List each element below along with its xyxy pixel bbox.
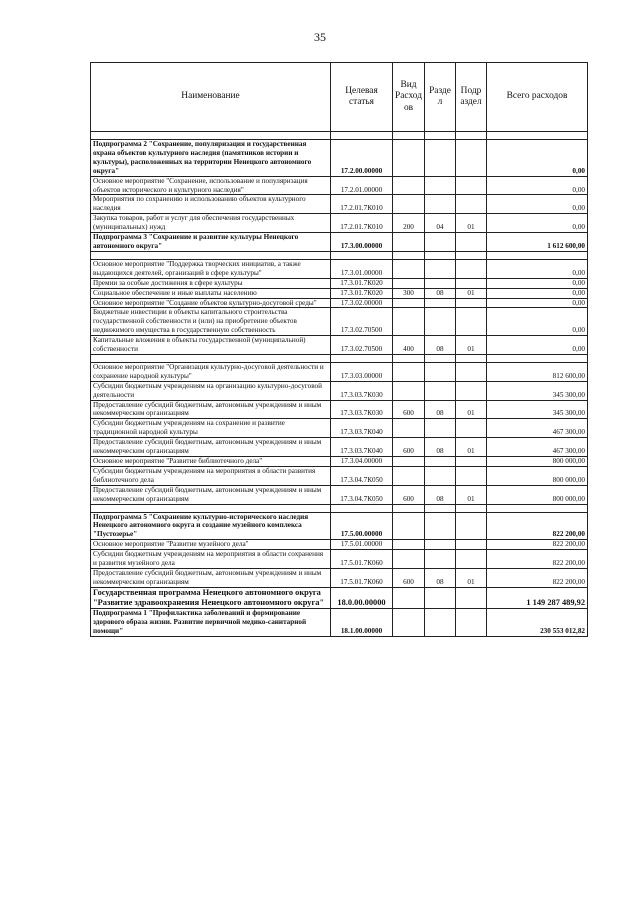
cell-total: 1 149 287 489,92: [487, 587, 588, 608]
table-row: [91, 140, 588, 177]
cell-name: Основное мероприятие "Организация культурно-досуговой деятельности и сохранение народной культуры": [91, 362, 331, 381]
cell-name: Основное мероприятие "Создание объектов культурно-досуговой среды": [91, 298, 331, 308]
cell-razdel: 08: [425, 485, 456, 504]
cell-razdel: [425, 587, 456, 608]
table-row: [91, 195, 588, 214]
table-row: [91, 438, 588, 457]
cell-total: [487, 132, 588, 140]
cell-razdel: [425, 608, 456, 636]
cell-podrazdel: [456, 132, 487, 140]
cell-code: 17.2.01.7К010: [331, 214, 393, 233]
cell-podrazdel: [456, 362, 487, 381]
table-row: [91, 381, 588, 400]
header-podrazdel: Подр аздел: [456, 63, 487, 132]
cell-total: 345 300,00: [487, 400, 588, 419]
cell-podrazdel: 01: [456, 438, 487, 457]
cell-podrazdel: [456, 457, 487, 467]
cell-total: 0,00: [487, 308, 588, 336]
cell-name: Капитальные вложения в объекты государственной (муниципальной) собственности: [91, 336, 331, 355]
table-row: [91, 400, 588, 419]
spacer-row: [91, 251, 588, 259]
cell-total: 822 200,00: [487, 568, 588, 587]
cell-razdel: [425, 259, 456, 278]
cell-name: Предоставление субсидий бюджетным, автономным учреждениям и иным некоммерческим организациям: [91, 400, 331, 419]
table-row: [91, 512, 588, 540]
cell-total: 822 200,00: [487, 550, 588, 569]
cell-total: 467 300,00: [487, 438, 588, 457]
cell-total: 0,00: [487, 214, 588, 233]
cell-vid: [393, 512, 425, 540]
cell-podrazdel: [456, 308, 487, 336]
cell-podrazdel: [456, 298, 487, 308]
cell-razdel: [425, 308, 456, 336]
cell-total: 800 000,00: [487, 466, 588, 485]
cell-vid: [393, 504, 425, 512]
cell-vid: 600: [393, 568, 425, 587]
cell-razdel: 08: [425, 400, 456, 419]
cell-name: [91, 132, 331, 140]
table-row: [91, 278, 588, 288]
cell-total: 0,00: [487, 259, 588, 278]
cell-vid: [393, 550, 425, 569]
cell-code: [331, 251, 393, 259]
cell-podrazdel: 01: [456, 568, 487, 587]
cell-razdel: [425, 140, 456, 177]
cell-podrazdel: [456, 504, 487, 512]
cell-name: Субсидии бюджетным учреждениям на организацию культурно-досуговой деятельности: [91, 381, 331, 400]
header-row: [91, 63, 588, 132]
cell-total: 0,00: [487, 195, 588, 214]
cell-razdel: [425, 504, 456, 512]
cell-podrazdel: [456, 381, 487, 400]
cell-code: 17.3.01.7К020: [331, 278, 393, 288]
cell-total: [487, 504, 588, 512]
cell-total: 0,00: [487, 140, 588, 177]
table-row: [91, 259, 588, 278]
cell-name: [91, 504, 331, 512]
cell-razdel: [425, 233, 456, 252]
table-row: [91, 336, 588, 355]
cell-total: 0,00: [487, 278, 588, 288]
cell-name: Предоставление субсидий бюджетным, автономным учреждениям и иным некоммерческим организациям: [91, 438, 331, 457]
cell-vid: [393, 140, 425, 177]
cell-total: [487, 251, 588, 259]
table-row: [91, 288, 588, 298]
cell-podrazdel: [456, 550, 487, 569]
cell-vid: [393, 419, 425, 438]
cell-podrazdel: [456, 233, 487, 252]
cell-code: [331, 504, 393, 512]
table-row: [91, 233, 588, 252]
table-row: [91, 568, 588, 587]
cell-vid: [393, 354, 425, 362]
cell-razdel: [425, 176, 456, 195]
cell-total: [487, 354, 588, 362]
cell-vid: [393, 308, 425, 336]
cell-vid: [393, 298, 425, 308]
cell-razdel: [425, 354, 456, 362]
cell-podrazdel: [456, 278, 487, 288]
table-row: [91, 214, 588, 233]
cell-name: Субсидии бюджетным учреждениям на сохранение и развитие традиционной народной культуры: [91, 419, 331, 438]
table-row: [91, 362, 588, 381]
spacer-row: [91, 354, 588, 362]
header-total: Всего расходов: [487, 63, 588, 132]
cell-name: Подпрограмма 1 "Профилактика заболеваний и формирование здорового образа жизни. Развитие первичной медико-санитарной помощи": [91, 608, 331, 636]
cell-code: 17.3.01.00000: [331, 259, 393, 278]
cell-podrazdel: 01: [456, 336, 487, 355]
cell-razdel: [425, 195, 456, 214]
cell-name: [91, 251, 331, 259]
cell-code: 17.3.03.00000: [331, 362, 393, 381]
cell-vid: [393, 195, 425, 214]
cell-code: 17.5.01.00000: [331, 540, 393, 550]
cell-name: Субсидии бюджетным учреждениям на мероприятия в области развития библиотечного дела: [91, 466, 331, 485]
spacer-row: [91, 132, 588, 140]
cell-code: 17.2.01.00000: [331, 176, 393, 195]
cell-podrazdel: [456, 419, 487, 438]
cell-podrazdel: [456, 540, 487, 550]
budget-table: [90, 62, 588, 637]
cell-code: 17.2.00.00000: [331, 140, 393, 177]
cell-podrazdel: [456, 251, 487, 259]
cell-razdel: [425, 251, 456, 259]
cell-razdel: 08: [425, 568, 456, 587]
cell-vid: 600: [393, 438, 425, 457]
table-row: [91, 308, 588, 336]
cell-razdel: [425, 550, 456, 569]
cell-name: Основное мероприятие "Развитие библиотечного дела": [91, 457, 331, 467]
cell-razdel: 04: [425, 214, 456, 233]
cell-razdel: [425, 381, 456, 400]
cell-total: 230 553 012,82: [487, 608, 588, 636]
cell-code: [331, 132, 393, 140]
header-name: Наименование: [91, 63, 331, 132]
cell-total: 0,00: [487, 336, 588, 355]
cell-podrazdel: [456, 354, 487, 362]
cell-total: 0,00: [487, 288, 588, 298]
cell-name: Основное мероприятие "Сохранение, использование и популяризация объектов исторического и культурного наследия": [91, 176, 331, 195]
cell-name: [91, 354, 331, 362]
cell-podrazdel: [456, 259, 487, 278]
cell-razdel: [425, 362, 456, 381]
cell-razdel: 08: [425, 438, 456, 457]
cell-name: Подпрограмма 3 "Сохранение и развитие культуры Ненецкого автономного округа": [91, 233, 331, 252]
cell-name: Мероприятия по сохранению и использованию объектов культурного наследия: [91, 195, 331, 214]
cell-razdel: [425, 457, 456, 467]
cell-podrazdel: [456, 176, 487, 195]
cell-total: 800 000,00: [487, 457, 588, 467]
cell-vid: [393, 466, 425, 485]
cell-name: Закупка товаров, работ и услуг для обеспечения государственных (муниципальных) нужд: [91, 214, 331, 233]
table-row: [91, 298, 588, 308]
cell-razdel: [425, 298, 456, 308]
cell-name: Субсидии бюджетным учреждениям на мероприятия в области сохранения и развития музейного дела: [91, 550, 331, 569]
table-row: [91, 587, 588, 608]
cell-razdel: [425, 466, 456, 485]
cell-razdel: [425, 132, 456, 140]
cell-vid: [393, 608, 425, 636]
header-target: Целевая статья: [331, 63, 393, 132]
cell-total: 345 300,00: [487, 381, 588, 400]
cell-code: 17.3.04.7К050: [331, 485, 393, 504]
cell-podrazdel: 01: [456, 214, 487, 233]
cell-name: Основное мероприятие "Поддержка творческих инициатив, а также выдающихся деятелей, организаций в сфере культуры": [91, 259, 331, 278]
cell-code: 17.3.03.7К040: [331, 438, 393, 457]
cell-vid: [393, 278, 425, 288]
table-row: [91, 457, 588, 467]
table-row: [91, 550, 588, 569]
cell-vid: 400: [393, 336, 425, 355]
table-row: [91, 419, 588, 438]
cell-vid: 300: [393, 288, 425, 298]
cell-podrazdel: 01: [456, 485, 487, 504]
cell-code: 17.3.03.7К030: [331, 381, 393, 400]
cell-vid: [393, 176, 425, 195]
cell-total: 0,00: [487, 176, 588, 195]
cell-code: 17.5.00.00000: [331, 512, 393, 540]
cell-razdel: 08: [425, 336, 456, 355]
cell-total: 467 300,00: [487, 419, 588, 438]
spacer-row: [91, 504, 588, 512]
cell-code: 17.3.03.7К040: [331, 419, 393, 438]
cell-podrazdel: [456, 512, 487, 540]
cell-name: Премии за особые достижения в сфере культуры: [91, 278, 331, 288]
cell-vid: 600: [393, 400, 425, 419]
cell-name: Подпрограмма 5 "Сохранение культурно-исторического наследия Ненецкого автономного округа и создание музейного комплекса "Пустозерье": [91, 512, 331, 540]
cell-vid: [393, 132, 425, 140]
cell-vid: [393, 362, 425, 381]
cell-name: Предоставление субсидий бюджетным, автономным учреждениям и иным некоммерческим организациям: [91, 568, 331, 587]
cell-name: Социальное обеспечение и иные выплаты населению: [91, 288, 331, 298]
cell-code: 17.3.03.7К030: [331, 400, 393, 419]
cell-code: 17.3.01.7К020: [331, 288, 393, 298]
table-row: [91, 540, 588, 550]
cell-code: 18.0.00.00000: [331, 587, 393, 608]
table-body: [91, 132, 588, 637]
cell-total: 0,00: [487, 298, 588, 308]
cell-razdel: [425, 512, 456, 540]
cell-razdel: [425, 419, 456, 438]
cell-code: 17.3.02.70500: [331, 336, 393, 355]
cell-podrazdel: 01: [456, 400, 487, 419]
cell-podrazdel: [456, 608, 487, 636]
header-vid: Вид Расход ов: [393, 63, 425, 132]
cell-total: 1 612 600,00: [487, 233, 588, 252]
header-razdel: Разде л: [425, 63, 456, 132]
cell-podrazdel: [456, 466, 487, 485]
cell-vid: [393, 233, 425, 252]
cell-name: Бюджетные инвестиции в объекты капитального строительства государственной собственности и (или) на приобретение объектов недвижимого имущества в государственную собственность: [91, 308, 331, 336]
cell-name: Предоставление субсидий бюджетным, автономным учреждениям и иным некоммерческим организациям: [91, 485, 331, 504]
cell-vid: [393, 457, 425, 467]
cell-name: Подпрограмма 2 "Сохранение, популяризация и государственная охрана объектов культурного наследия (памятников истории и культуры), расположенных на территории Ненецкого автономного округа": [91, 140, 331, 177]
cell-code: 17.3.02.70500: [331, 308, 393, 336]
cell-code: 17.5.01.7К060: [331, 550, 393, 569]
cell-name: Основное мероприятие "Развитие музейного дела": [91, 540, 331, 550]
cell-vid: [393, 540, 425, 550]
cell-code: 17.3.04.00000: [331, 457, 393, 467]
cell-code: 17.3.00.00000: [331, 233, 393, 252]
cell-vid: [393, 251, 425, 259]
cell-code: 17.3.04.7К050: [331, 466, 393, 485]
cell-total: 812 600,00: [487, 362, 588, 381]
cell-razdel: [425, 278, 456, 288]
table-row: [91, 176, 588, 195]
table-row: [91, 466, 588, 485]
cell-vid: [393, 381, 425, 400]
cell-total: 822 200,00: [487, 540, 588, 550]
cell-name: Государственная программа Ненецкого автономного округа "Развитие здравоохранения Ненецкого автономного округа": [91, 587, 331, 608]
cell-total: 822 200,00: [487, 512, 588, 540]
cell-podrazdel: [456, 195, 487, 214]
table-row: [91, 485, 588, 504]
cell-vid: [393, 259, 425, 278]
cell-code: 17.5.01.7К060: [331, 568, 393, 587]
cell-code: 18.1.00.00000: [331, 608, 393, 636]
table-row: [91, 608, 588, 636]
cell-code: [331, 354, 393, 362]
cell-vid: 200: [393, 214, 425, 233]
cell-podrazdel: 01: [456, 288, 487, 298]
cell-podrazdel: [456, 587, 487, 608]
cell-razdel: [425, 540, 456, 550]
cell-podrazdel: [456, 140, 487, 177]
cell-code: 17.2.01.7К010: [331, 195, 393, 214]
cell-razdel: 08: [425, 288, 456, 298]
cell-vid: [393, 587, 425, 608]
cell-total: 800 000,00: [487, 485, 588, 504]
cell-code: 17.3.02.00000: [331, 298, 393, 308]
cell-vid: 600: [393, 485, 425, 504]
page-number: 35: [314, 30, 326, 44]
